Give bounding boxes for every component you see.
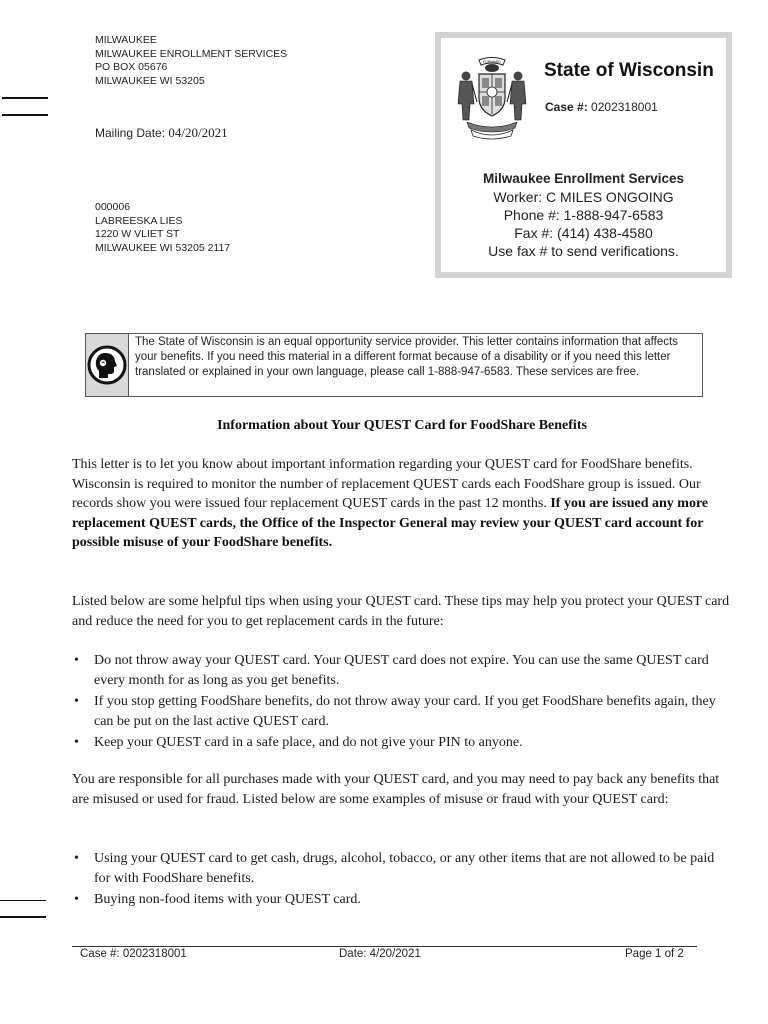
footer-rule: [72, 946, 697, 947]
bullet: •: [74, 851, 79, 866]
return-address: [95, 34, 287, 88]
return-address-line: MILWAUKEE: [95, 34, 157, 46]
agency-office: Milwaukee Enrollment Services: [482, 171, 685, 186]
letter-title: Information about Your QUEST Card for FoodShare Benefits: [217, 418, 587, 433]
mailing-date-value: 04/20/2021: [168, 125, 228, 140]
agency-fax: Fax #: (414) 438-4580: [514, 225, 653, 241]
wisconsin-seal-icon: [455, 54, 529, 142]
tip-text: Do not throw away your QUEST card. Your QUEST card does not expire. You can use the same QUEST card every month for as long as you get benefits.: [94, 653, 709, 688]
fold-mark-bottom: [0, 900, 46, 901]
recipient-city: MILWAUKEE WI 53205 2117: [95, 241, 231, 254]
recipient-street: 1220 W VLIET ST: [95, 228, 180, 240]
equal-opportunity-notice: [85, 333, 703, 397]
misuse-list: [72, 849, 732, 912]
bullet: •: [74, 694, 79, 709]
footer-case: Case #: 0202318001: [80, 948, 187, 960]
recipient-name: LABREESKA LIES: [95, 214, 183, 227]
footer-page: Page 1 of 2: [625, 948, 684, 960]
case-number-label: Case #:: [545, 100, 588, 114]
case-number-value: 0202318001: [591, 100, 658, 114]
return-address-line: MILWAUKEE ENROLLMENT SERVICES: [95, 47, 288, 60]
recipient-address: [95, 201, 230, 255]
fold-mark-top: [2, 97, 48, 99]
misuse-text: Buying non-food items with your QUEST card.: [94, 892, 361, 907]
return-address-line: PO BOX 05676: [95, 61, 168, 73]
list-item: [72, 849, 732, 888]
tip-text: If you stop getting FoodShare benefits, do not throw away your card. If you get FoodShare benefits again, they can be put on the last active QUEST card.: [94, 694, 716, 729]
agency-worker: Worker: C MILES ONGOING: [493, 189, 674, 205]
list-item: [72, 651, 732, 690]
bullet: •: [74, 653, 79, 668]
bullet: •: [74, 892, 79, 907]
tips-list: [72, 651, 732, 755]
bullet: •: [74, 735, 79, 750]
misuse-text: Using your QUEST card to get cash, drugs, alcohol, tobacco, or any other items that are not allowed to be paid for with FoodShare benefits.: [94, 851, 715, 886]
mailing-date-label: Mailing Date:: [95, 126, 166, 140]
intro-warning-text: If you are issued any more replacement QUEST cards, the Office of the Inspector General may review your QUEST card account for possible misuse of your FoodShare benefits.: [72, 496, 709, 550]
list-item: [72, 692, 732, 731]
fold-mark-top-2: [2, 114, 48, 116]
intro-paragraph: [72, 455, 732, 553]
misuse-intro: You are responsible for all purchases made with your QUEST card, and you may need to pay back any benefits that are misused or used for fraud. Listed below are some examples of misuse or fraud with your QUEST card:: [72, 772, 720, 807]
list-item: [72, 890, 732, 910]
agency-phone: Phone #: 1-888-947-6583: [503, 207, 664, 223]
return-address-line: MILWAUKEE WI 53205: [95, 74, 205, 87]
case-number: [545, 100, 658, 114]
tips-intro: Listed below are some helpful tips when using your QUEST card. These tips may help you protect your QUEST card and reduce the need for you to get replacement cards in the future:: [72, 594, 730, 629]
agency-info-box: [435, 32, 732, 278]
state-title: State of Wisconsin: [544, 60, 714, 81]
recipient-id: 000006: [95, 201, 131, 213]
footer-date: Date: 4/20/2021: [339, 948, 421, 960]
accessibility-head-icon: [86, 344, 128, 386]
notice-icon-cell: [86, 334, 129, 396]
agency-fax-note: Use fax # to send verifications.: [488, 243, 679, 259]
notice-text: The State of Wisconsin is an equal opportunity service provider. This letter contains information that affects your benefits. If you need this material in a different format because of a disability or if you need this letter translated or explained in your own language, please call 1-888-947-6583. These services are free.: [135, 336, 678, 378]
agency-contact: [441, 170, 726, 260]
mailing-date: [95, 125, 228, 141]
intro-text: This letter is to let you know about important information regarding your QUEST card for FoodShare benefits. Wisconsin is required to monitor the number of replacement QUEST cards each FoodShare group is issued. Our records show you were issued four replacement QUEST cards in the past 12 months.: [72, 457, 701, 511]
fold-mark-bottom-2: [0, 916, 46, 918]
list-item: [72, 733, 732, 753]
tip-text: Keep your QUEST card in a safe place, and do not give your PIN to anyone.: [94, 735, 523, 750]
seal-banner-text: FORWARD: [483, 59, 501, 64]
